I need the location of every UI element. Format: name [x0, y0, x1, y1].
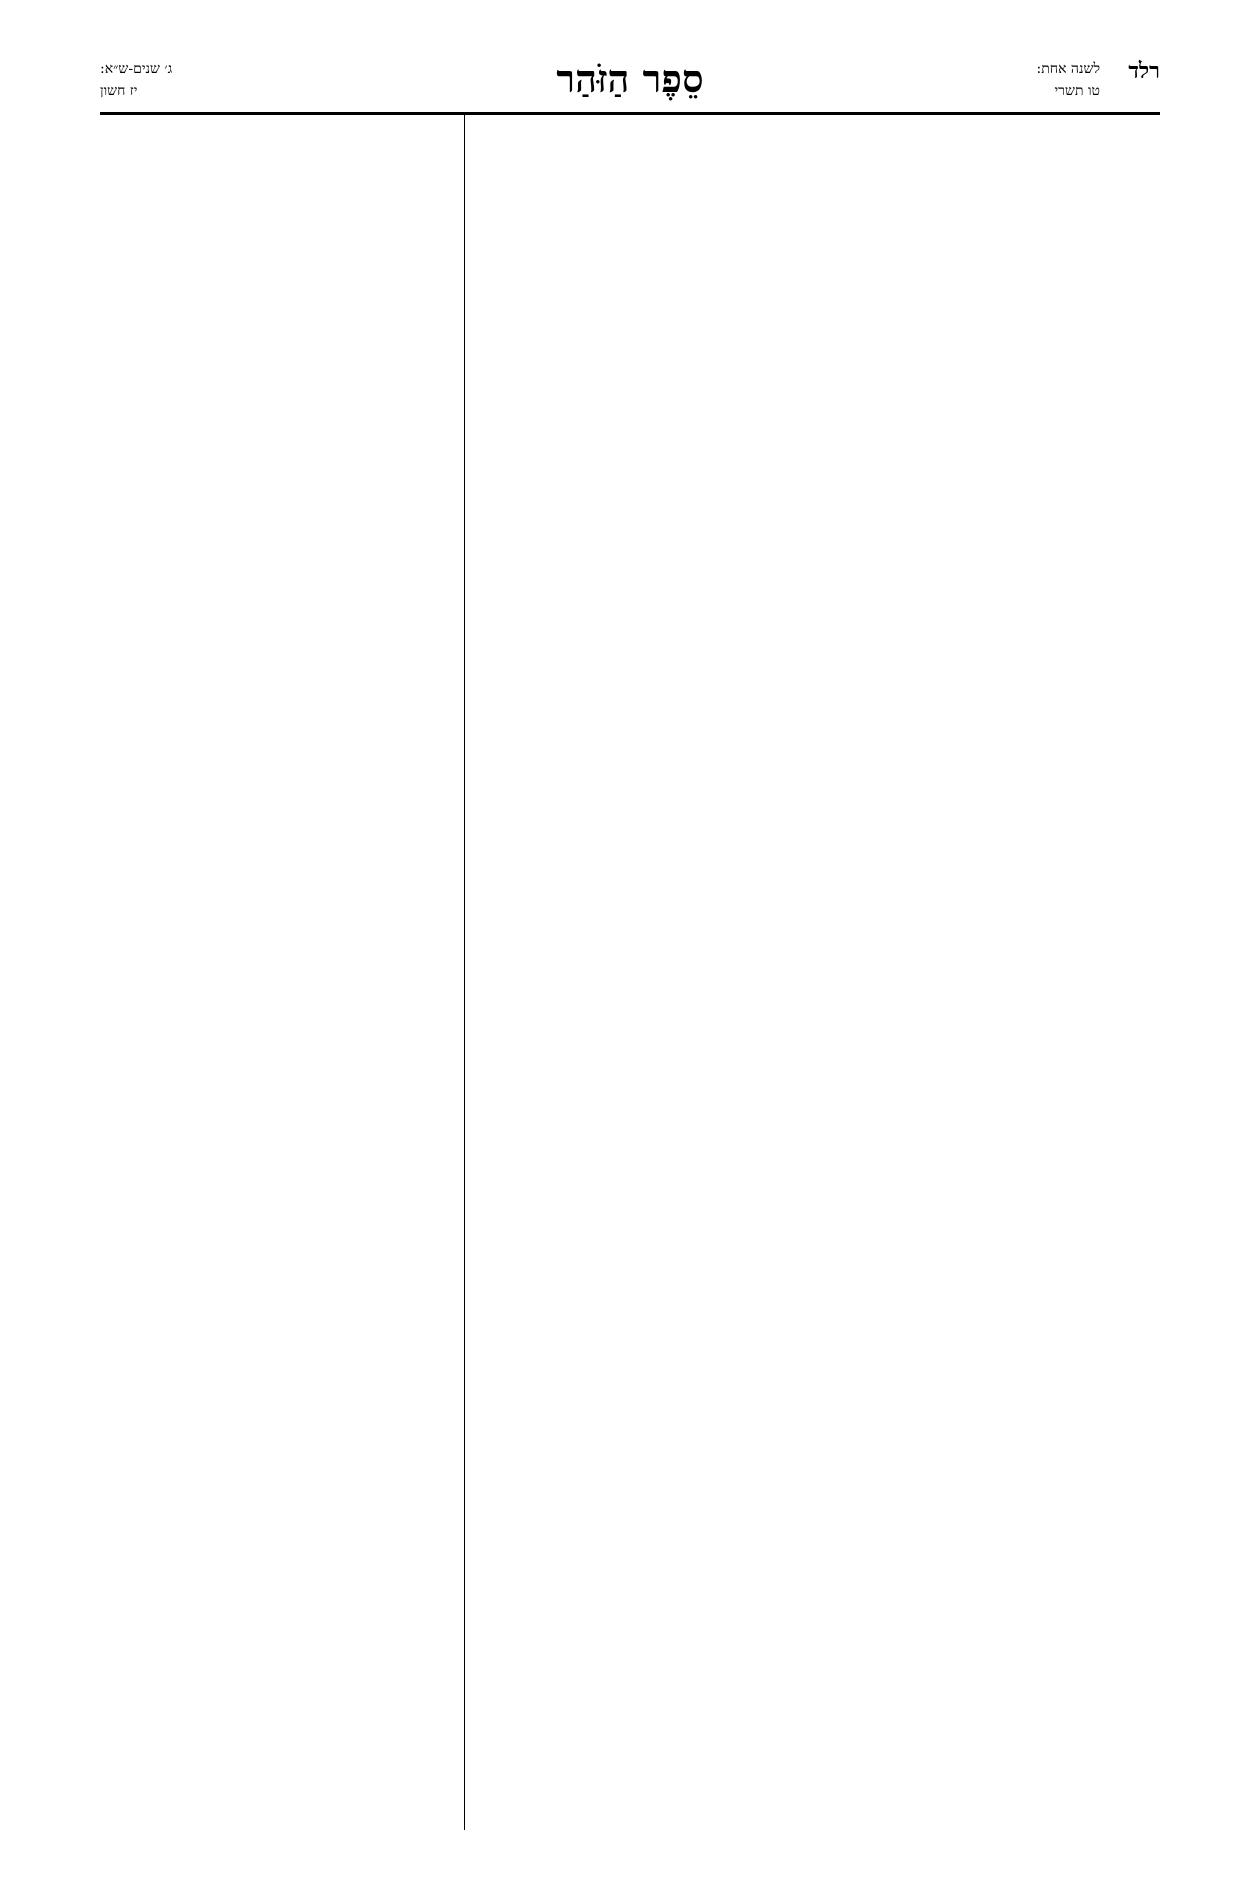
main-text-line	[484, 1109, 1160, 1156]
translation-line	[100, 617, 450, 648]
translation-line	[100, 249, 450, 280]
translation-line	[100, 1384, 450, 1415]
main-text-line	[484, 216, 1160, 263]
main-text-line	[484, 1438, 1160, 1485]
main-text-line	[484, 1626, 1160, 1673]
translation-line	[100, 1016, 450, 1047]
translation-line	[100, 801, 450, 832]
translation-line	[100, 709, 450, 740]
translation-line	[100, 1783, 450, 1814]
main-text-line	[484, 1062, 1160, 1109]
translation-line	[100, 1660, 450, 1691]
main-text-line	[484, 592, 1160, 639]
translation-line	[100, 1261, 450, 1292]
translation-line	[100, 863, 450, 894]
translation-line	[100, 556, 450, 587]
translation-line	[100, 1630, 450, 1661]
main-text-line	[484, 1344, 1160, 1391]
translation-line	[100, 1200, 450, 1231]
main-text-line	[484, 1015, 1160, 1062]
translation-line	[100, 1077, 450, 1108]
main-text-line	[484, 451, 1160, 498]
translation-line	[100, 494, 450, 525]
translation-line	[100, 1292, 450, 1323]
translation-line	[100, 464, 450, 495]
main-text-line	[484, 874, 1160, 921]
translation-line	[100, 924, 450, 955]
main-text-line	[484, 1391, 1160, 1438]
translation-line	[100, 310, 450, 341]
main-text-line	[484, 1203, 1160, 1250]
translation-line	[100, 1446, 450, 1477]
translation-line	[100, 1814, 450, 1845]
main-text-line	[484, 169, 1160, 216]
translation-column	[100, 126, 450, 1826]
translation-line	[100, 1476, 450, 1507]
translation-line	[100, 1231, 450, 1262]
page-header	[100, 58, 1160, 110]
date-right	[1037, 58, 1100, 102]
date-right-line-1: לשנה אחת:	[1036, 61, 1100, 77]
translation-line	[100, 126, 450, 157]
main-text-line	[484, 404, 1160, 451]
main-text-line	[484, 357, 1160, 404]
translation-line	[100, 1722, 450, 1753]
translation-line	[100, 893, 450, 924]
translation-line	[100, 832, 450, 863]
translation-line	[100, 1415, 450, 1446]
main-text-column	[484, 122, 1160, 1827]
translation-line	[100, 433, 450, 464]
translation-line	[100, 1354, 450, 1385]
main-text-line	[484, 968, 1160, 1015]
translation-line	[100, 985, 450, 1016]
main-text-line	[484, 921, 1160, 968]
translation-line	[100, 402, 450, 433]
main-text-line	[484, 545, 1160, 592]
translation-line	[100, 770, 450, 801]
translation-line	[100, 586, 450, 617]
translation-line	[100, 1752, 450, 1783]
main-text-line	[484, 1532, 1160, 1579]
translation-line	[100, 678, 450, 709]
translation-line	[100, 740, 450, 771]
translation-line	[100, 1139, 450, 1170]
translation-line	[100, 1599, 450, 1630]
main-text-line	[484, 1250, 1160, 1297]
book-title: סֵפֶר הַזֹּהַר	[556, 56, 704, 101]
main-text-line	[484, 1579, 1160, 1626]
main-text-line	[484, 1673, 1160, 1720]
translation-line	[100, 218, 450, 249]
main-text-line	[484, 733, 1160, 780]
main-text-line	[484, 498, 1160, 545]
translation-line	[100, 1047, 450, 1078]
main-text-line	[484, 686, 1160, 733]
header-rule	[100, 112, 1160, 115]
main-text-line	[484, 263, 1160, 310]
date-right-line-2: טו תשרי	[1054, 83, 1100, 99]
translation-line	[100, 1108, 450, 1139]
main-text-line	[484, 1297, 1160, 1344]
translation-line	[100, 1568, 450, 1599]
main-text-line	[484, 1156, 1160, 1203]
main-text-line	[484, 310, 1160, 357]
translation-line	[100, 341, 450, 372]
date-left	[100, 58, 172, 102]
column-divider	[464, 112, 465, 1830]
translation-line	[100, 525, 450, 556]
main-text-line	[484, 780, 1160, 827]
translation-line	[100, 279, 450, 310]
date-left-line-2: יז חשון	[100, 83, 138, 99]
main-text-line	[484, 1720, 1160, 1767]
main-text-line	[484, 122, 1160, 169]
main-text-line	[484, 1767, 1160, 1814]
translation-line	[100, 157, 450, 188]
translation-line	[100, 648, 450, 679]
main-text-line	[484, 639, 1160, 686]
main-text-line	[484, 827, 1160, 874]
translation-line	[100, 187, 450, 218]
translation-line	[100, 955, 450, 986]
page-number: רלד	[1128, 58, 1160, 84]
date-left-line-1: ג׳ שנים-ש״א:	[100, 61, 173, 77]
translation-line	[100, 1169, 450, 1200]
translation-line	[100, 372, 450, 403]
translation-line	[100, 1507, 450, 1538]
translation-line	[100, 1691, 450, 1722]
translation-line	[100, 1323, 450, 1354]
translation-line	[100, 1538, 450, 1569]
main-text-line	[484, 1485, 1160, 1532]
